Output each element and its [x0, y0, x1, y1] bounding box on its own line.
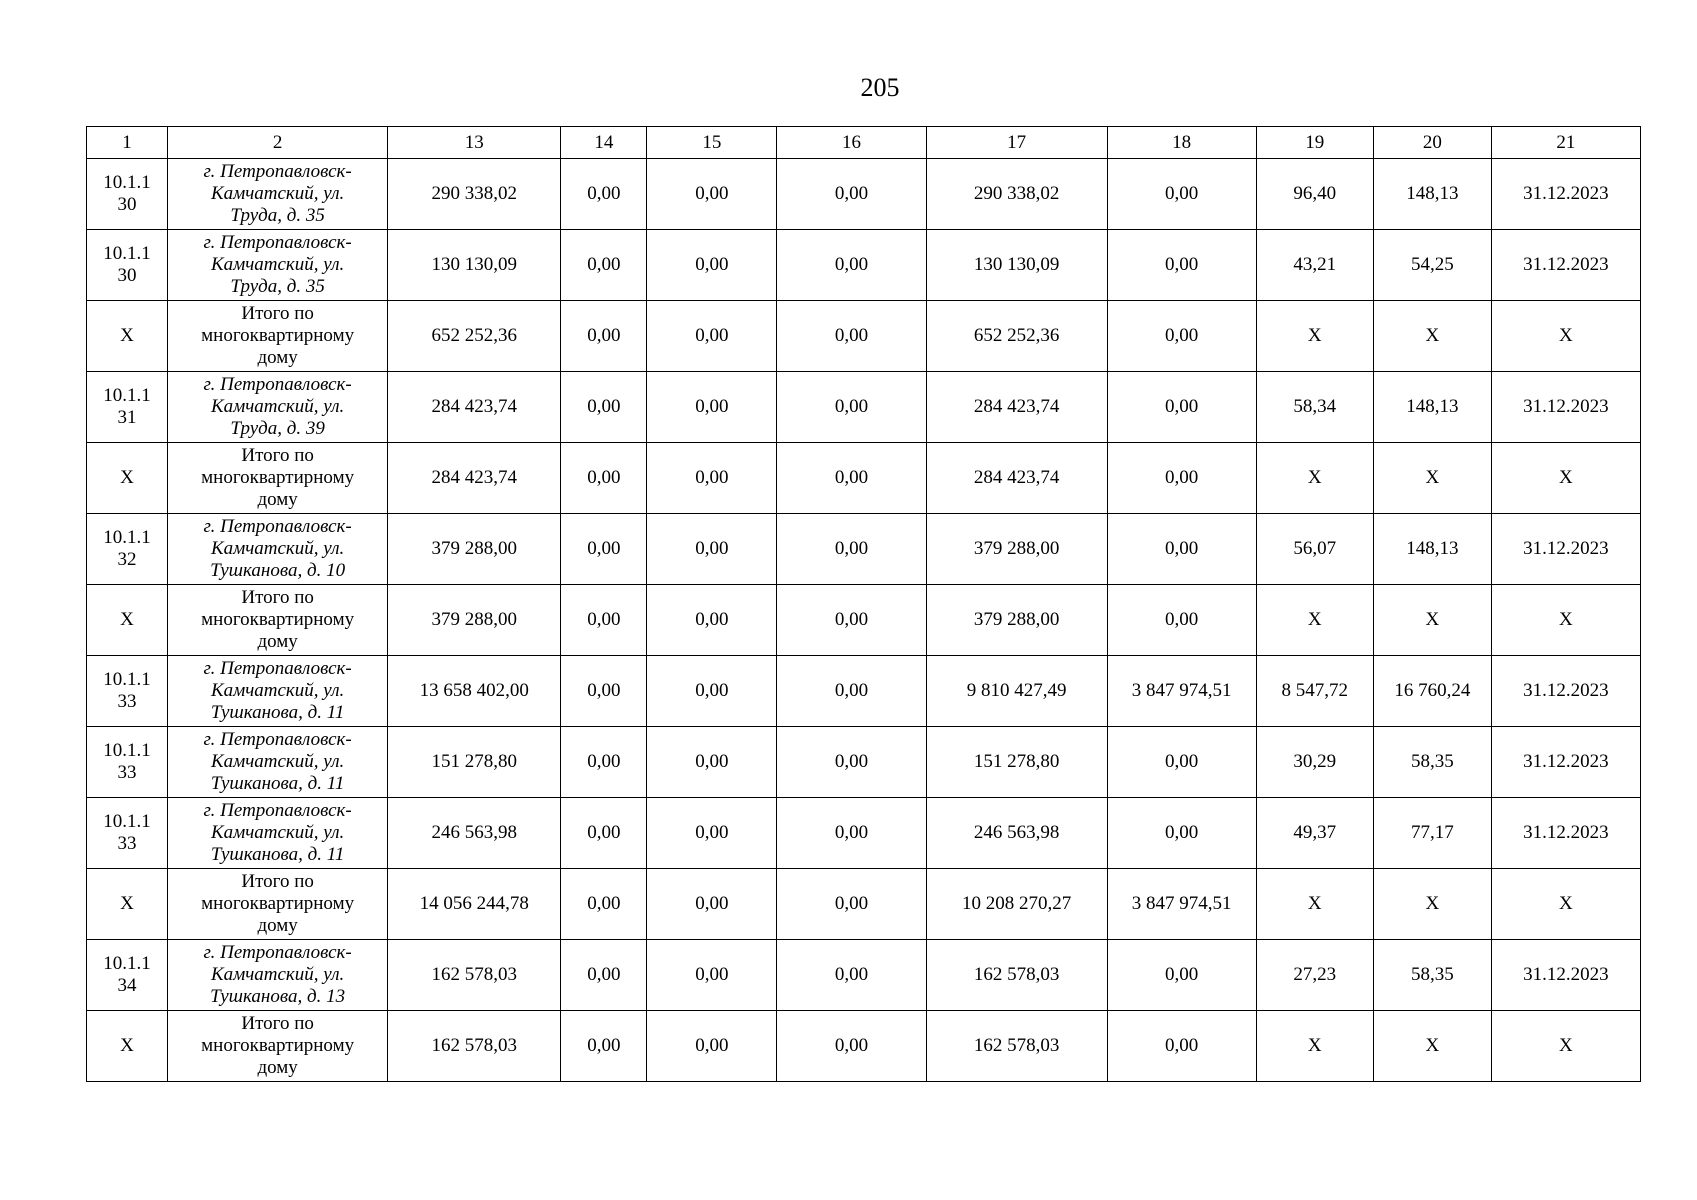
value-cell-20: 54,25: [1373, 230, 1491, 301]
address-cell: [168, 798, 388, 869]
value-cell-15: 0,00: [647, 798, 777, 869]
value-cell-18: 0,00: [1107, 798, 1256, 869]
value-cell-13: 379 288,00: [388, 585, 561, 656]
address-line: дому: [257, 347, 298, 368]
value-cell-18: 0,00: [1107, 514, 1256, 585]
value-cell-18: 3 847 974,51: [1107, 869, 1256, 940]
value-cell-16: 0,00: [777, 727, 926, 798]
row-number-cell: [87, 798, 168, 869]
value-cell-21: 31.12.2023: [1491, 798, 1640, 869]
value-cell-19: 58,34: [1256, 372, 1373, 443]
value-cell-15: 0,00: [647, 1011, 777, 1082]
address-line: Камчатский, ул.: [210, 183, 345, 204]
address-cell: [168, 940, 388, 1011]
value-cell-17: 284 423,74: [926, 443, 1107, 514]
value-cell-16: 0,00: [777, 514, 926, 585]
row-number-line: 10.1.1: [103, 172, 151, 193]
value-cell-21: 31.12.2023: [1491, 372, 1640, 443]
address-line: Камчатский, ул.: [210, 964, 345, 985]
value-cell-20: 58,35: [1373, 727, 1491, 798]
total-label-cell: [168, 1011, 388, 1082]
value-cell-19: X: [1256, 585, 1373, 656]
address-line: г. Петропавловск-: [203, 232, 352, 253]
row-number-line: 10.1.1: [103, 740, 151, 761]
value-cell-17: 284 423,74: [926, 372, 1107, 443]
row-number-cell: [87, 1011, 168, 1082]
total-row: [87, 585, 1641, 656]
row-number-line: 33: [117, 833, 137, 854]
address-line: Тушканова, д. 10: [210, 560, 346, 581]
table-row: [87, 940, 1641, 1011]
address-line: дому: [257, 1057, 298, 1078]
table-row: [87, 230, 1641, 301]
address-line: Труда, д. 35: [230, 205, 325, 226]
value-cell-20: 148,13: [1373, 159, 1491, 230]
address-line: Камчатский, ул.: [210, 822, 345, 843]
header-row: [87, 127, 1641, 159]
value-cell-18: 0,00: [1107, 443, 1256, 514]
column-header: 14: [561, 127, 647, 159]
address-line: Тушканова, д. 11: [210, 844, 345, 865]
value-cell-17: 290 338,02: [926, 159, 1107, 230]
address-line: дому: [257, 631, 298, 652]
value-cell-13: 379 288,00: [388, 514, 561, 585]
table-row: [87, 514, 1641, 585]
address-line: г. Петропавловск-: [203, 161, 352, 182]
value-cell-20: X: [1373, 443, 1491, 514]
value-cell-14: 0,00: [561, 585, 647, 656]
address-line: г. Петропавловск-: [203, 516, 352, 537]
value-cell-16: 0,00: [777, 230, 926, 301]
row-number-cell: [87, 585, 168, 656]
address-line: г. Петропавловск-: [203, 374, 352, 395]
address-line: г. Петропавловск-: [203, 942, 352, 963]
value-cell-13: 13 658 402,00: [388, 656, 561, 727]
value-cell-20: X: [1373, 1011, 1491, 1082]
value-cell-14: 0,00: [561, 656, 647, 727]
value-cell-14: 0,00: [561, 301, 647, 372]
row-number-line: 10.1.1: [103, 811, 151, 832]
row-number-line: X: [120, 325, 134, 346]
value-cell-17: 379 288,00: [926, 585, 1107, 656]
row-number-line: 10.1.1: [103, 953, 151, 974]
row-number-line: 30: [117, 194, 137, 215]
value-cell-17: 151 278,80: [926, 727, 1107, 798]
value-cell-20: 58,35: [1373, 940, 1491, 1011]
value-cell-15: 0,00: [647, 159, 777, 230]
table-row: [87, 656, 1641, 727]
value-cell-19: X: [1256, 443, 1373, 514]
row-number-line: 10.1.1: [103, 669, 151, 690]
value-cell-18: 0,00: [1107, 159, 1256, 230]
row-number-cell: [87, 656, 168, 727]
address-line: Итого по: [241, 1013, 314, 1034]
address-line: г. Петропавловск-: [203, 729, 352, 750]
value-cell-17: 652 252,36: [926, 301, 1107, 372]
page-number: 205: [860, 73, 900, 102]
value-cell-20: 148,13: [1373, 514, 1491, 585]
table-row: [87, 798, 1641, 869]
value-cell-15: 0,00: [647, 656, 777, 727]
address-line: многоквартирному: [201, 467, 355, 488]
value-cell-17: 162 578,03: [926, 1011, 1107, 1082]
value-cell-13: 151 278,80: [388, 727, 561, 798]
value-cell-15: 0,00: [647, 443, 777, 514]
total-label-cell: [168, 301, 388, 372]
value-cell-16: 0,00: [777, 940, 926, 1011]
row-number-cell: [87, 443, 168, 514]
address-line: Итого по: [241, 871, 314, 892]
value-cell-20: 148,13: [1373, 372, 1491, 443]
address-cell: [168, 372, 388, 443]
total-label-cell: [168, 869, 388, 940]
row-number-cell: [87, 230, 168, 301]
value-cell-16: 0,00: [777, 301, 926, 372]
column-header: 19: [1256, 127, 1373, 159]
total-row: [87, 443, 1641, 514]
row-number-line: X: [120, 1035, 134, 1056]
address-line: дому: [257, 489, 298, 510]
value-cell-19: 49,37: [1256, 798, 1373, 869]
value-cell-20: X: [1373, 869, 1491, 940]
table-row: [87, 372, 1641, 443]
address-line: Камчатский, ул.: [210, 680, 345, 701]
address-line: многоквартирному: [201, 609, 355, 630]
value-cell-13: 162 578,03: [388, 1011, 561, 1082]
row-number-line: 33: [117, 762, 137, 783]
row-number-line: 10.1.1: [103, 385, 151, 406]
value-cell-20: X: [1373, 301, 1491, 372]
column-header: 20: [1373, 127, 1491, 159]
value-cell-21: 31.12.2023: [1491, 514, 1640, 585]
value-cell-16: 0,00: [777, 443, 926, 514]
value-cell-21: X: [1491, 585, 1640, 656]
value-cell-15: 0,00: [647, 940, 777, 1011]
value-cell-16: 0,00: [777, 798, 926, 869]
value-cell-14: 0,00: [561, 798, 647, 869]
value-cell-21: X: [1491, 869, 1640, 940]
value-cell-19: 96,40: [1256, 159, 1373, 230]
total-row: [87, 869, 1641, 940]
value-cell-15: 0,00: [647, 372, 777, 443]
value-cell-15: 0,00: [647, 585, 777, 656]
value-cell-16: 0,00: [777, 869, 926, 940]
value-cell-19: 56,07: [1256, 514, 1373, 585]
address-cell: [168, 656, 388, 727]
value-cell-19: 27,23: [1256, 940, 1373, 1011]
address-line: Тушканова, д. 11: [210, 773, 345, 794]
value-cell-21: 31.12.2023: [1491, 159, 1640, 230]
table-row: [87, 159, 1641, 230]
value-cell-19: 30,29: [1256, 727, 1373, 798]
row-number-cell: [87, 372, 168, 443]
address-cell: [168, 514, 388, 585]
value-cell-14: 0,00: [561, 727, 647, 798]
value-cell-14: 0,00: [561, 230, 647, 301]
value-cell-18: 0,00: [1107, 727, 1256, 798]
row-number-line: 30: [117, 265, 137, 286]
value-cell-19: 43,21: [1256, 230, 1373, 301]
value-cell-13: 130 130,09: [388, 230, 561, 301]
address-line: Труда, д. 35: [230, 276, 325, 297]
address-cell: [168, 159, 388, 230]
column-header: 2: [168, 127, 388, 159]
address-cell: [168, 727, 388, 798]
row-number-line: 10.1.1: [103, 243, 151, 264]
value-cell-17: 246 563,98: [926, 798, 1107, 869]
value-cell-18: 0,00: [1107, 372, 1256, 443]
address-line: Итого по: [241, 587, 314, 608]
table-row: [87, 727, 1641, 798]
value-cell-21: 31.12.2023: [1491, 940, 1640, 1011]
row-number-line: 10.1.1: [103, 527, 151, 548]
address-line: дому: [257, 915, 298, 936]
address-line: Камчатский, ул.: [210, 751, 345, 772]
value-cell-21: X: [1491, 443, 1640, 514]
address-line: Итого по: [241, 445, 314, 466]
value-cell-14: 0,00: [561, 869, 647, 940]
value-cell-13: 246 563,98: [388, 798, 561, 869]
value-cell-15: 0,00: [647, 869, 777, 940]
row-number-line: X: [120, 609, 134, 630]
total-label-cell: [168, 443, 388, 514]
row-number-cell: [87, 869, 168, 940]
row-number-cell: [87, 727, 168, 798]
total-row: [87, 301, 1641, 372]
value-cell-19: 8 547,72: [1256, 656, 1373, 727]
row-number-line: 32: [117, 549, 137, 570]
address-line: многоквартирному: [201, 325, 355, 346]
total-label-cell: [168, 585, 388, 656]
value-cell-21: 31.12.2023: [1491, 656, 1640, 727]
row-number-line: 33: [117, 691, 137, 712]
value-cell-15: 0,00: [647, 727, 777, 798]
column-header: 1: [87, 127, 168, 159]
address-line: г. Петропавловск-: [203, 658, 352, 679]
value-cell-13: 290 338,02: [388, 159, 561, 230]
value-cell-17: 162 578,03: [926, 940, 1107, 1011]
value-cell-13: 14 056 244,78: [388, 869, 561, 940]
value-cell-20: 77,17: [1373, 798, 1491, 869]
row-number-line: X: [120, 893, 134, 914]
value-cell-14: 0,00: [561, 940, 647, 1011]
value-cell-17: 379 288,00: [926, 514, 1107, 585]
address-line: Камчатский, ул.: [210, 254, 345, 275]
value-cell-15: 0,00: [647, 514, 777, 585]
value-cell-19: X: [1256, 301, 1373, 372]
address-cell: [168, 230, 388, 301]
address-line: г. Петропавловск-: [203, 800, 352, 821]
address-line: Труда, д. 39: [230, 418, 325, 439]
value-cell-16: 0,00: [777, 159, 926, 230]
value-cell-13: 284 423,74: [388, 443, 561, 514]
row-number-cell: [87, 514, 168, 585]
column-header: 17: [926, 127, 1107, 159]
total-row: [87, 1011, 1641, 1082]
value-cell-17: 10 208 270,27: [926, 869, 1107, 940]
value-cell-18: 3 847 974,51: [1107, 656, 1256, 727]
value-cell-13: 284 423,74: [388, 372, 561, 443]
address-line: многоквартирному: [201, 1035, 355, 1056]
value-cell-19: X: [1256, 869, 1373, 940]
value-cell-13: 652 252,36: [388, 301, 561, 372]
address-line: Итого по: [241, 303, 314, 324]
row-number-cell: [87, 301, 168, 372]
column-header: 13: [388, 127, 561, 159]
column-header: 18: [1107, 127, 1256, 159]
row-number-line: X: [120, 467, 134, 488]
value-cell-18: 0,00: [1107, 230, 1256, 301]
value-cell-21: 31.12.2023: [1491, 230, 1640, 301]
value-cell-16: 0,00: [777, 656, 926, 727]
address-line: Камчатский, ул.: [210, 396, 345, 417]
value-cell-21: X: [1491, 1011, 1640, 1082]
column-header: 21: [1491, 127, 1640, 159]
value-cell-21: X: [1491, 301, 1640, 372]
value-cell-21: 31.12.2023: [1491, 727, 1640, 798]
address-line: Тушканова, д. 11: [210, 702, 345, 723]
row-number-cell: [87, 940, 168, 1011]
row-number-cell: [87, 159, 168, 230]
value-cell-14: 0,00: [561, 443, 647, 514]
value-cell-17: 130 130,09: [926, 230, 1107, 301]
address-line: Камчатский, ул.: [210, 538, 345, 559]
value-cell-20: X: [1373, 585, 1491, 656]
value-cell-18: 0,00: [1107, 940, 1256, 1011]
value-cell-14: 0,00: [561, 1011, 647, 1082]
value-cell-14: 0,00: [561, 159, 647, 230]
value-cell-13: 162 578,03: [388, 940, 561, 1011]
table-body: [87, 159, 1641, 1082]
value-cell-18: 0,00: [1107, 301, 1256, 372]
column-header: 15: [647, 127, 777, 159]
value-cell-15: 0,00: [647, 230, 777, 301]
value-cell-16: 0,00: [777, 585, 926, 656]
value-cell-18: 0,00: [1107, 585, 1256, 656]
value-cell-18: 0,00: [1107, 1011, 1256, 1082]
value-cell-14: 0,00: [561, 372, 647, 443]
value-cell-19: X: [1256, 1011, 1373, 1082]
value-cell-17: 9 810 427,49: [926, 656, 1107, 727]
value-cell-15: 0,00: [647, 301, 777, 372]
value-cell-20: 16 760,24: [1373, 656, 1491, 727]
data-table: [86, 126, 1641, 1082]
value-cell-16: 0,00: [777, 1011, 926, 1082]
value-cell-16: 0,00: [777, 372, 926, 443]
column-header: 16: [777, 127, 926, 159]
row-number-line: 31: [117, 407, 137, 428]
address-line: Тушканова, д. 13: [210, 986, 346, 1007]
value-cell-14: 0,00: [561, 514, 647, 585]
address-line: многоквартирному: [201, 893, 355, 914]
row-number-line: 34: [117, 975, 137, 996]
